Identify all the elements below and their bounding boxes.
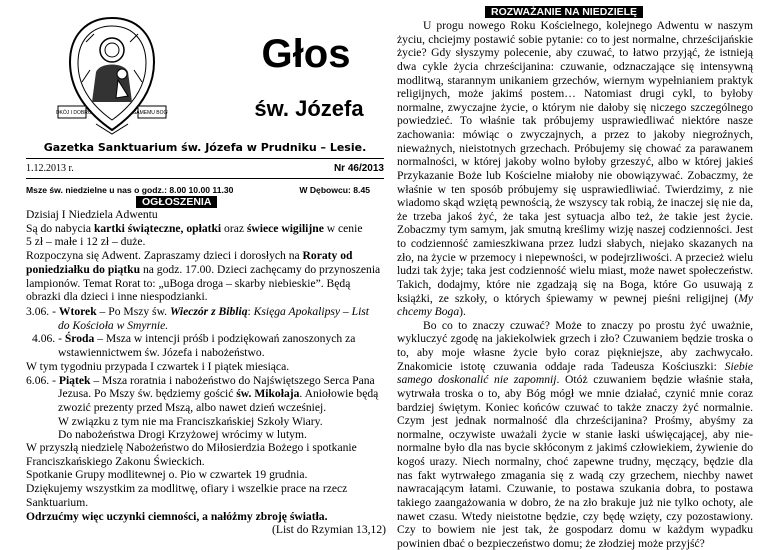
announcement-item: Spotkanie Grupy modlitewnej o. Pio w czwartek 19 grudnia.	[26, 468, 308, 482]
announcement-item: Dziękujemy wszystkim za modlitwę, ofiary i wszelkie prace na rzecz	[26, 482, 348, 496]
right-column	[397, 6, 754, 550]
scripture-reference: (List do Rzymian 13,12)	[272, 523, 386, 537]
masthead-title: Głos	[261, 32, 351, 76]
schedule-item: W związku z tym nie ma Franciszkańskiej Szkoły Wiary.	[58, 414, 323, 428]
masthead-subtitle: św. Józefa	[254, 96, 364, 121]
reflection-body	[397, 19, 753, 550]
mass-times-debowiec: W Dębowcu: 8.45	[299, 185, 370, 195]
sanctuary-logo	[56, 12, 168, 139]
logo-right-text: SAMEMU BOGU	[132, 110, 168, 116]
mass-times	[26, 185, 384, 196]
announcement-item: lampionów. Temat Rorat to: „uBoga droga – skarby niebieskie”. Będą	[26, 276, 351, 290]
schedule-item: W tym tygodniu przypada I czwartek i I piątek miesiąca.	[26, 359, 290, 373]
announcement-intro: Dzisiaj I Niedziela Adwentu	[26, 208, 158, 221]
announcement-item: 5 zł – małe i 12 zł – duże.	[26, 235, 146, 249]
schedule-item: zwozić prezenty przed Mszą, albo nawet dzień wcześniej.	[58, 400, 327, 414]
closing-announcements	[26, 441, 386, 537]
logo-left-text: POKÓJ I DOBRO	[56, 110, 92, 116]
schedule-item: do Kościoła w Smyrnie.	[58, 318, 169, 332]
announcement-item: Rozpoczyna się Adwent. Zapraszamy dzieci i dorosłych na Roraty od	[26, 249, 353, 263]
issue-meta	[26, 163, 384, 175]
issue-number: Nr 46/2013	[333, 163, 384, 174]
weekly-schedule	[26, 305, 386, 442]
announcement-item: obrazki dla dzieci i inne niespodzianki.	[26, 290, 208, 304]
reflection-paragraph: Bo co to znaczy czuwać? Może to znaczy po prostu żyć uważnie, wykluczyć zgodę na jakiekolwiek grzech i zło? Czuwaniem będzie troska o to, aby moje własne życie było coraz piękniejsze, aby zachwycało. Znakomicie istotę czuwania oddaje rada Tadeusza Kościuszki: Siebie samego doskonalić nie zapomnij. Otóż czuwaniem będzie właśnie stała, wytrwała troska o to, aby Bóg mógł we mnie działać, czynić mnie coraz bardziej świętym. Koniec końców czuwać to także znaczy żyć normalnie. Czym jest jednak normalność dla chrześcijanina? Prośmy, abyśmy za normalne, oczywiste uważali życie w stanie łaski uświęcającej, aby nie-normalne było dla nas bycie skłóconym z jakimś człowiekiem, żywienie do kogoś urazy. Niech normalny, choć zapewne trudny, męczący, będzie dla nas fakt wytrwałego zmagania się z wadą czy grzechem, niechby nawet nawracającym łatami. Czuwanie, to postawa szukania dobra, to postawa takiego zaangażowania w dobro, że na zło brakuje już nie tylko ochoty, ale nawet czasu. Wtedy nieistotne będzie, czy będę wzięty, czy pozostawiony. Czy to bowiem nie jest tak, że gospodarz domu w każdym wypadku powinien dbać o bezpieczeństwo domu; że złodziej może przyjść?	[397, 318, 754, 550]
schedule-item: 3.06. - Wtorek – Po Mszy św. Wieczór z Biblią: Księga Apokalipsy – List	[26, 305, 370, 318]
schedule-item: Jezusa. Po Mszy św. będziemy gościć św. Mikołaja. Aniołowie będą	[58, 387, 379, 401]
announcements-heading: OGŁOSZENIA	[136, 196, 217, 208]
announcement-item: poniedziałku do piątku na godz. 17.00. Dzieci zachęcamy do przynoszenia	[26, 262, 381, 276]
divider	[26, 178, 384, 179]
issue-date: 1.12.2013 r.	[26, 163, 74, 174]
announcements-body	[26, 208, 386, 304]
announcement-item: W przyszłą niedzielę Nabożeństwo do Miłosierdzia Bożego i spotkanie	[26, 441, 357, 454]
schedule-item: wstawiennictwem św. Józefa i nabożeństwo.	[58, 346, 265, 360]
divider	[26, 158, 384, 159]
schedule-item: 6.06. - Piątek – Msza roratnia i nabożeństwo do Najświętszego Serca Pana	[26, 373, 375, 387]
mass-times-local: Msze św. niedzielne u nas o godz.: 8.00 10.00 11.30	[26, 185, 234, 195]
tagline: Gazetka Sanktuarium św. Józefa w Prudniku – Lesie.	[43, 141, 367, 154]
schedule-item: 4.06. - Środa – Msza w intencji próśb i podziękowań zanoszonych za	[32, 332, 356, 346]
announcement-item: Są do nabycia kartki świąteczne, opłatki oraz świece wigilijne w cenie	[26, 221, 363, 235]
reflection-heading: ROZWAŻANIE NA NIEDZIELĘ	[485, 6, 643, 18]
reflection-paragraph: U progu nowego Roku Kościelnego, kolejnego Adwentu w naszym życiu, chciejmy postawić sobie pytanie: co to jest normalne, chrześcijańskie życie? Gdy słyszymy polecenie, aby czuwać, to łatwo przyjąć, że istnieją dwa cykle życia chrześcijanina: czuwanie, odznaczające się intensywną modlitwą, starannym unikaniem grzechów, wiernym wypełnianiem praktyk religijnych, może jakimś postem… Natomiast drugi cykl, to byłoby normalne, zwyczajne życie, o którym nie dałoby się niczego szczególnego powiedzieć. To właśnie tak próbujemy usprawiedliwać niektóre nasze zachowania: mówiąc o zwyczajnych, a przez to jakoby niegroźnych, nieważnych, nieistotnych grzechach. Próbujemy się chować za parawanem normalności, w której jakoby wolno byłoby grzeszyć, albo w której jakieś Przykazanie Boże lub Kościelne miałoby nie obowiązywać. Zobaczmy, że właśnie w ten sposób próbujemy się usprawiedliwiać. Twierdzimy, z nie wiadomo skąd wziętą pewnością, że wszyscy tak robią, że inaczej się nie da, że trzeba jakoś żyć, że taka jest sytuacja albo też, że takie jest życie. Zobaczmy tym samym, jak smutną kreślimy wizję naszej codzienności. Jest to codzienność zamieszkiwana przez ludzi słabych, niejako skazanych na zło, na życie w przemocy i niepewności, w podejrzliwości. A przecież wielu ludzi tak żyje; taka jest codzienność wielu miast, może nawet społeczeństw. Takich, dodajmy, które nie zgadzają się na Boga, które Go usuwają z książki, ze szkoły, o których śpiewamy w pewnej pieśni religijnej (My chcemy Boga).	[397, 19, 753, 319]
announcement-item: Franciszkańskiego Zakonu Świeckich.	[26, 454, 205, 468]
schedule-item: Do nabożeństwa Drogi Krzyżowej wrócimy w lutym.	[58, 428, 307, 442]
announcement-item: Sanktuarium.	[26, 495, 89, 509]
scripture-quote: Odrzućmy więc uczynki ciemności, a nałóżmy zbroję światła.	[26, 509, 328, 523]
left-column	[26, 8, 384, 543]
saint-joseph-emblem-icon	[56, 12, 168, 139]
